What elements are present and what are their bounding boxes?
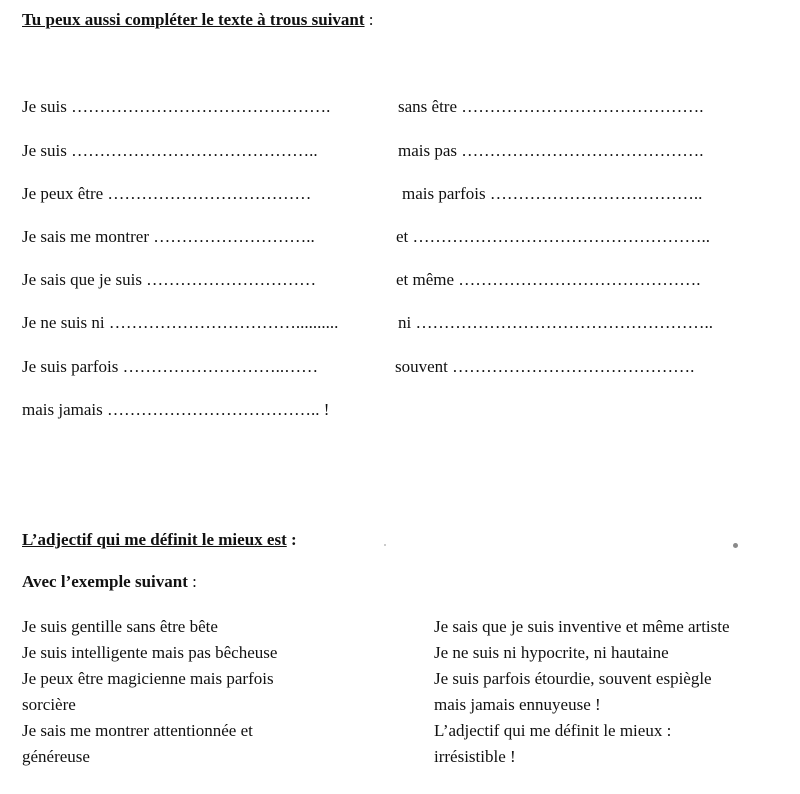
example-right-line: Je ne suis ni hypocrite, ni hautaine bbox=[434, 643, 669, 662]
fill-line-6-left: Je ne suis ni …………………………….......... bbox=[22, 313, 339, 332]
page-title-colon: : bbox=[368, 10, 374, 29]
fill-line-5-right: et même ……………………………………. bbox=[396, 270, 701, 289]
adjective-heading-text: L’adjectif qui me définit le mieux est bbox=[22, 530, 287, 549]
page-title-text: Tu peux aussi compléter le texte à trous suivant bbox=[22, 10, 365, 29]
example-left-line: généreuse bbox=[22, 747, 90, 766]
example-left-line: Je peux être magicienne mais parfois bbox=[22, 669, 274, 688]
fill-line-1-right: sans être ……………………………………. bbox=[398, 97, 704, 116]
fill-line-7-right: souvent ……………………………………. bbox=[395, 357, 695, 376]
example-right-column bbox=[434, 614, 730, 770]
fill-line-4-left: Je sais me montrer ……………………….. bbox=[22, 227, 315, 246]
example-right-line: mais jamais ennuyeuse ! bbox=[434, 695, 601, 714]
example-heading bbox=[22, 572, 197, 592]
example-left-line: Je suis intelligente mais pas bêcheuse bbox=[22, 643, 278, 662]
example-heading-text: Avec l’exemple suivant bbox=[22, 572, 188, 591]
example-left-line: sorcière bbox=[22, 695, 76, 714]
page-title bbox=[22, 10, 374, 30]
example-left-column bbox=[22, 614, 277, 770]
fill-line-2-left: Je suis …………………………………….. bbox=[22, 141, 318, 160]
scan-speck bbox=[384, 544, 386, 546]
adjective-heading bbox=[22, 530, 297, 550]
fill-line-2-right: mais pas ……………………………………. bbox=[398, 141, 704, 160]
example-right-line: irrésistible ! bbox=[434, 747, 516, 766]
fill-line-3-right: mais parfois ……………………………….. bbox=[402, 184, 703, 203]
example-right-line: L’adjectif qui me définit le mieux : bbox=[434, 721, 672, 740]
fill-line-7-left: Je suis parfois ………………………..…… bbox=[22, 357, 319, 376]
adjective-heading-colon: : bbox=[286, 530, 297, 549]
example-right-line: Je suis parfois étourdie, souvent espiègle bbox=[434, 669, 712, 688]
example-right-line: Je sais que je suis inventive et même artiste bbox=[434, 617, 730, 636]
example-left-line: Je suis gentille sans être bête bbox=[22, 617, 218, 636]
fill-line-3-left: Je peux être ……………………………… bbox=[22, 184, 312, 203]
example-left-line: Je sais me montrer attentionnée et bbox=[22, 721, 253, 740]
fill-line-8-left: mais jamais ……………………………….. ! bbox=[22, 400, 330, 419]
fill-line-5-left: Je sais que je suis ………………………… bbox=[22, 270, 317, 289]
fill-line-6-right: ni …………………………………………….. bbox=[398, 313, 713, 332]
fill-line-1-left: Je suis ………………………………………. bbox=[22, 97, 331, 116]
fill-line-4-right: et …………………………………………….. bbox=[396, 227, 711, 246]
example-heading-colon: : bbox=[187, 572, 197, 591]
scan-speck bbox=[733, 543, 738, 548]
